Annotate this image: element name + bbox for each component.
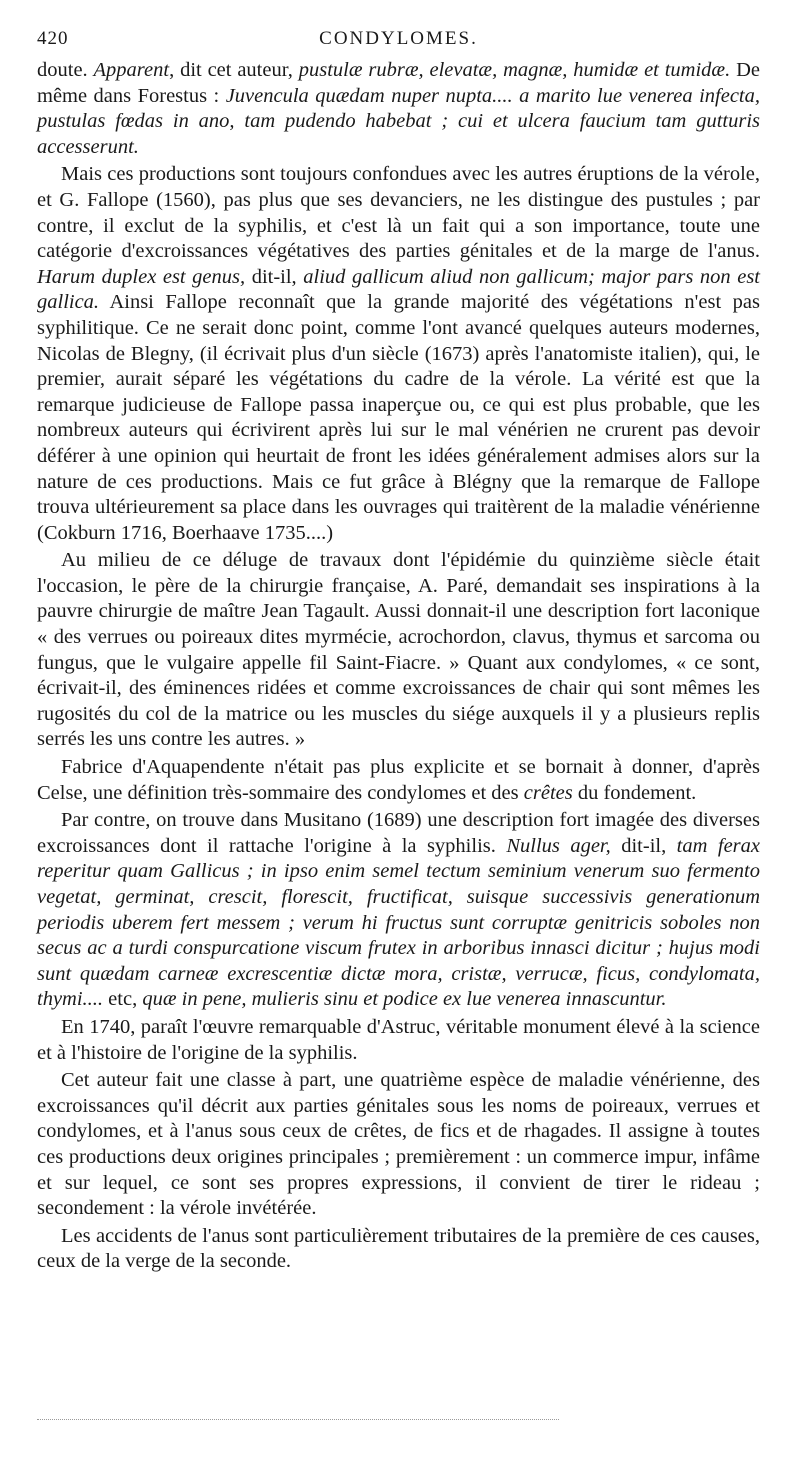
text-run: doute. <box>37 59 94 81</box>
page-header <box>37 28 760 58</box>
text-run: Ainsi Fallope reconnaît que la grande majorité des végétations n'est pas syphilitique. Ce ne serait donc point, comme l'ont avancé quelques auteurs modernes, Nicolas de Blegny, (il écrivait plus d'un siècle (1673) après l'anatomiste italien), qui, le premier, aurait séparé les végétations du cadre de la vérole. La vérité est que la remarque judicieuse de Fallope passa inaperçue ou, ce qui est plus probable, que les nombreux auteurs qui écrivirent après lui sur le mal vénérien ne crurent pas devoir déférer à une opinion qui heurtait de front les idées généralement admises alors sur la nature de ces productions. Mais ce fut grâce à Blégny que la remarque de Fallope trouva ultérieurement sa place dans les ouvrages qui traitèrent de la maladie vénérienne (Cokburn 1716, Boerhaave 1735....) <box>37 291 760 544</box>
body-text <box>37 58 760 1275</box>
italic-term: crêtes <box>523 781 573 804</box>
paragraph-4 <box>37 755 760 806</box>
text-run: Au milieu de ce déluge de travaux dont l'épidémie du quinzième siècle était l'occasion, le père de la chirurgie française, A. Paré, demandait ses inspirations à la pauvre chirurgie de maître Jean Tagault. Aussi donnait-il une description fort laconique « des verrues ou poireaux dites myrmécie, acrochordon, clavus, thymus et sarcoma ou fungus, que le vulgaire appelle fil Saint-Fiacre. » Quant aux condylomes, « ce sont, écrivait-il, des éminences ridées et comme excroissances de chair qui sont mêmes les rugosités du col de la matrice ou les muscles du siége auxquels il y a plusieurs replis serrés les uns contre les autres. » <box>37 549 760 751</box>
text-run: Cet auteur fait une classe à part, une quatrième espèce de maladie vénérienne, des excroissances qu'il décrit aux parties génitales sous les noms de poireaux, verrues et condylomes, et à l'anus sous ceux de crêtes, de fics et de rhagades. Il assigne à toutes ces productions deux origines principales ; premièrement : un commerce impur, infâme et sur lequel, ce sont ses propres expressions, il convient de tirer le rideau ; secondement : la vérole invétérée. <box>37 1069 760 1220</box>
text-run: dit-il, <box>245 265 304 288</box>
text-run: En 1740, paraît l'œuvre remarquable d'Astruc, véritable monument élevé à la science et à l'histoire de l'origine de la syphilis. <box>37 1015 760 1064</box>
text-run: Par contre, on trouve dans Musitano (1689) une description fort imagée des diverses excroissances dont il rattache l'origine à la syphilis. <box>37 809 760 857</box>
text-run: , dit cet auteur, <box>169 59 299 81</box>
paragraph-3 <box>37 548 760 753</box>
latin-quote: Juvencula quædam nuper nupta.... a marito lue venerea infecta, pustulas fœdas in ano, tam pudendo habebat ; cui et ulcera faucium tam gutturis accesserunt. <box>37 84 760 158</box>
paragraph-2 <box>37 162 760 546</box>
running-title: CONDYLOMES. <box>319 28 478 49</box>
footer-dotted-rule <box>37 1419 559 1420</box>
paragraph-7 <box>37 1068 760 1222</box>
latin-quote: aliud gallicum aliud non gallicum; major pars non est gallica. <box>37 265 761 314</box>
text-run: dit-il, <box>610 834 677 857</box>
latin-quote: Apparent <box>93 59 170 81</box>
text-run: du fondement. <box>572 781 697 804</box>
text-run: Fabrice d'Aquapendente n'était pas plus explicite et se bornait à donner, d'après Celse, une définition très-sommaire des condylomes et des <box>37 756 760 804</box>
paragraph-5 <box>37 808 760 1013</box>
paragraph-8 <box>37 1224 760 1275</box>
latin-quote: pustulæ rubræ, elevatæ, magnæ, humidæ et tumidæ. <box>298 59 731 81</box>
page-number: 420 <box>37 28 69 49</box>
text-run: etc, <box>103 988 143 1011</box>
text-run: Les accidents de l'anus sont particulièrement tributaires de la première de ces causes, ceux de la verge de la seconde. <box>37 1224 760 1273</box>
latin-quote: tam ferax reperitur quam Gallicus ; in ipso enim semel tectum seminium venerum suo fermento vegetat, germinat, crescit, florescit, fructificat, suisque successivis generationum periodis uberem fert messem ; verum hi fructus sunt corruptæ genitricis soboles non secus ac a turdi conspurcatione viscum frutex in arboribus innasci dicitur ; hujus modi sunt quædam carneæ excrescentiæ dictæ mora, cristæ, verrucæ, ficus, condylomata, thymi.... <box>37 834 760 1011</box>
paragraph-1 <box>37 58 760 160</box>
paragraph-6 <box>37 1015 760 1066</box>
latin-quote: Harum duplex est genus, <box>37 265 246 288</box>
latin-quote: quæ in pene, mulieris sinu et podice ex lue venerea innascuntur. <box>142 988 667 1011</box>
text-run: Mais ces productions sont toujours confondues avec les autres éruptions de la vérole, et G. Fallope (1560), pas plus que ses devanciers, ne les distingue des pustules ; par contre, il exclut de la syphilis, et c'est là un fait qui a son importance, toute une catégorie d'excroissances végétatives des parties génitales et de la marge de l'anus. <box>37 163 760 263</box>
text-run: De même dans Forestus : <box>37 59 760 107</box>
latin-quote: Nullus ager, <box>506 834 611 857</box>
